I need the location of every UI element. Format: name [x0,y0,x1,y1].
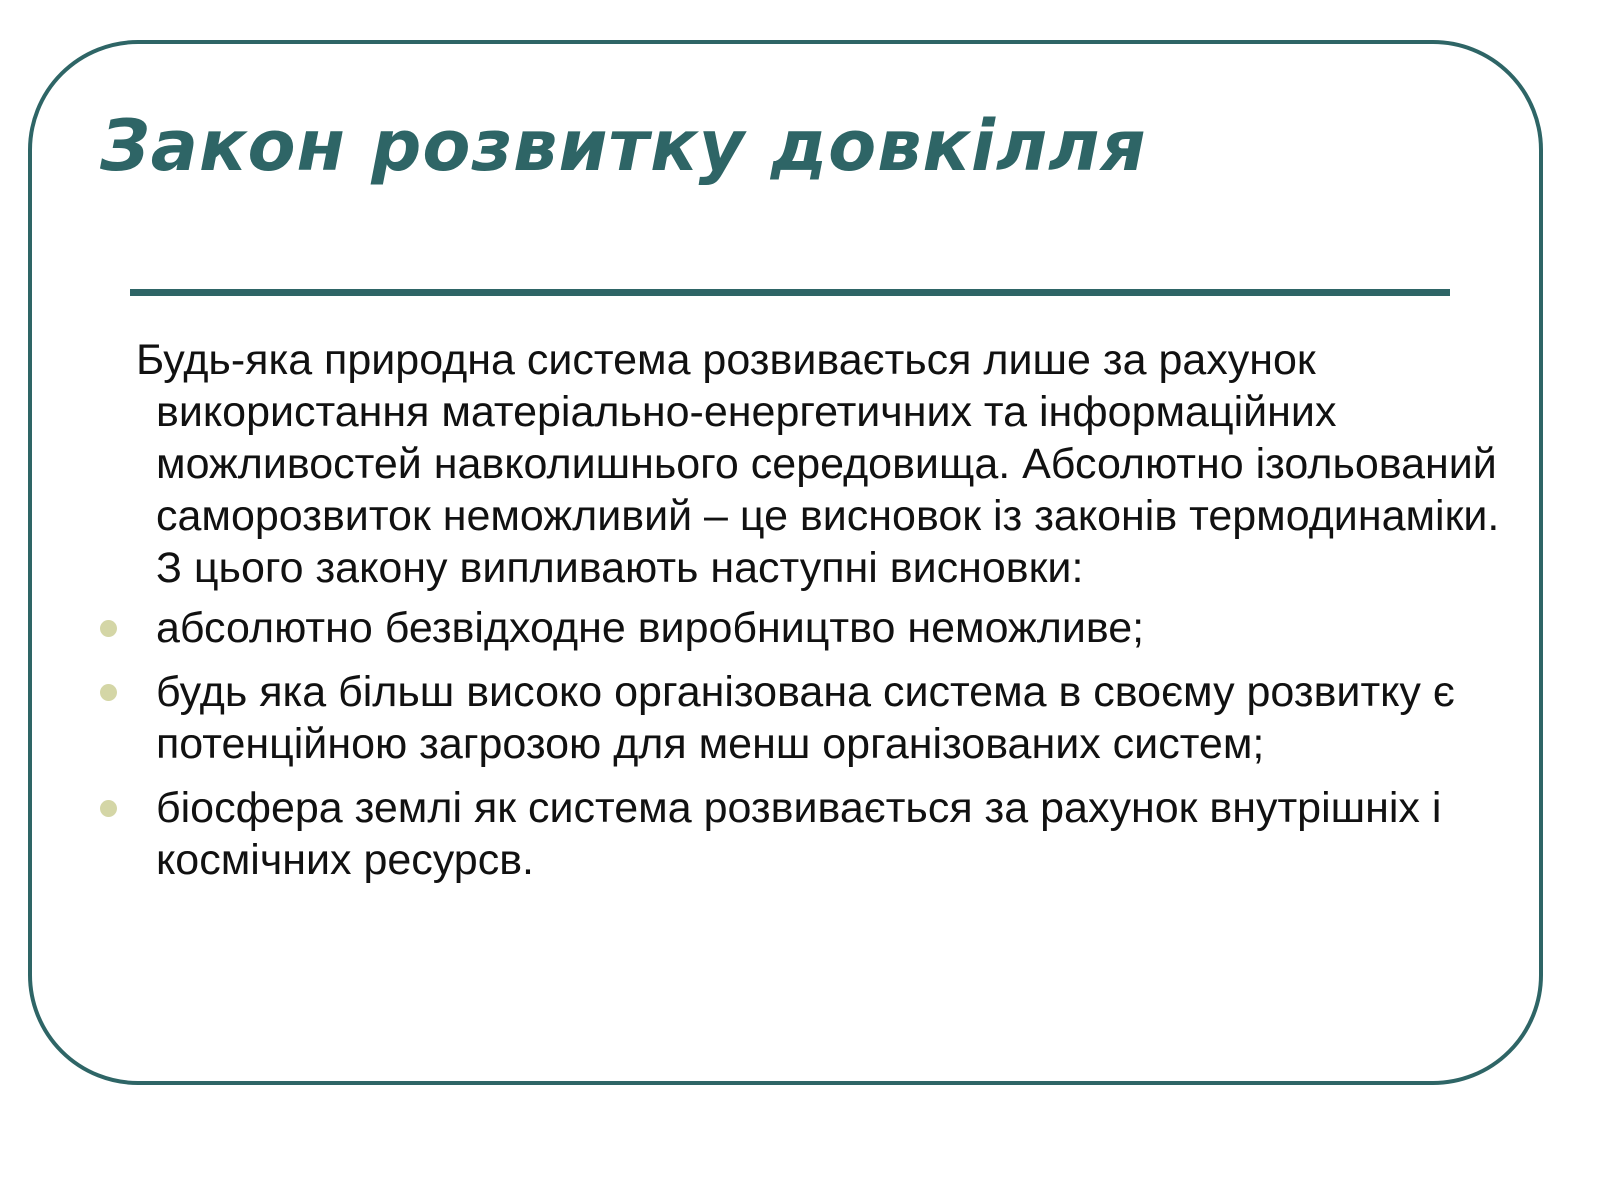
list-item-text: абсолютно безвідходне виробництво неможливе; [156,604,1145,652]
intro-paragraph: Будь-яка природна система розвивається лише за рахунок використання матеріально-енергетичних та інформаційних можливостей навколишнього середовища. Абсолютно ізольований саморозвиток неможливий – це висновок із законів термодинаміки. З цього закону випливають наступні висновки: [136,336,1500,592]
list-item-text: будь яка більш високо організована система в своєму розвитку є потенційною загрозою для менш організованих систем; [156,668,1455,768]
list-item [100,602,1520,654]
bullet-dot-icon [100,800,117,817]
bullet-dot-icon [100,620,117,637]
list-item-text: біосфера землі як система розвивається за рахунок внутрішніх і космічних ресурсв. [156,784,1442,884]
list-item [100,666,1520,770]
slide-title: Закон розвитку довкілля [100,105,1147,187]
title-divider [130,289,1450,296]
bullet-dot-icon [100,684,117,701]
slide-body [100,334,1520,898]
conclusions-list [100,602,1520,886]
list-item [100,782,1520,886]
